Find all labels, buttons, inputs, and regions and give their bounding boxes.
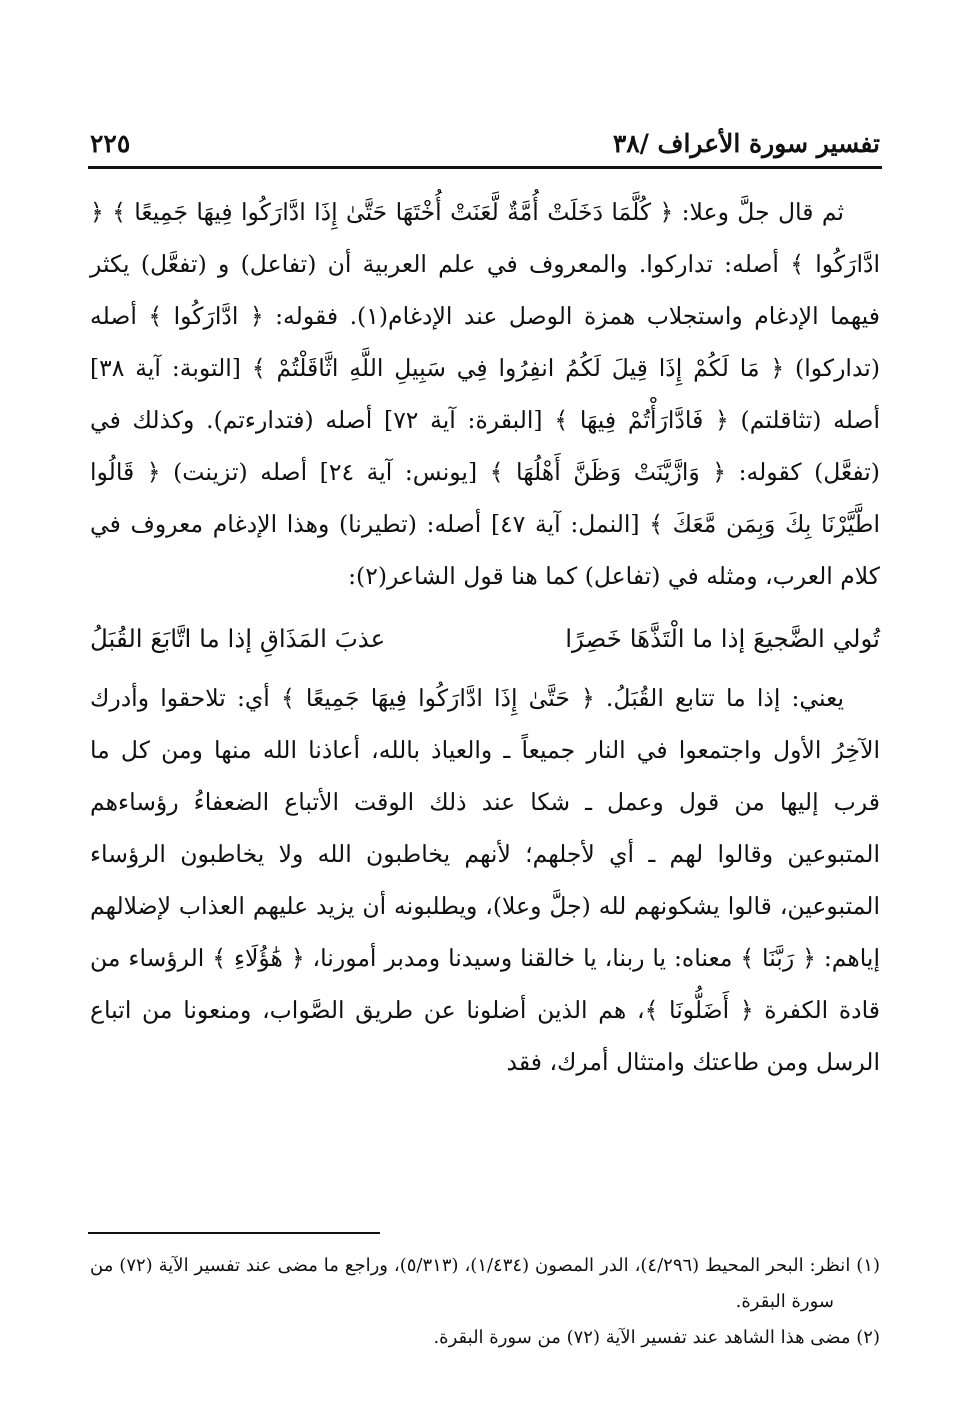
main-text	[90, 186, 880, 1088]
header-rule	[88, 166, 882, 169]
page-number: ٢٢٥	[90, 129, 131, 158]
page-header	[90, 118, 880, 158]
verse-first-hemistich: تُولي الضَّجيعَ إذا ما الْتَذَّهَا خَصِرًا	[565, 624, 880, 653]
running-head: تفسير سورة الأعراف /٣٨	[612, 129, 880, 158]
poetry-verse	[90, 612, 880, 666]
footnotes	[90, 1248, 880, 1356]
footnote-2: (٢) مضى هذا الشاهد عند تفسير الآية (٧٢) من سورة البقرة.	[433, 1327, 880, 1348]
footnote-1: (١) انظر: البحر المحيط (٤/٢٩٦)، الدر المصون (١/٤٣٤)، (٥/٣١٣)، وراجع ما مضى عند تفسير الآية (٧٢) من سورة البقرة.	[90, 1255, 880, 1312]
footnote-separator	[88, 1232, 380, 1234]
verse-second-hemistich: عذبَ المَذَاقِ إذا ما اتَّابَعَ القُبَلُ	[90, 624, 386, 653]
paragraph-intro: ثم قال جلَّ وعلا: ﴿ كُلَّمَا دَخَلَتْ أُمَّةٌ لَّعَنَتْ أُخْتَهَا حَتَّىٰ إِذَا ادَّارَكُوا فِيهَا جَمِيعًا ﴾ ﴿ ادَّارَكُوا ﴾ أصله: تداركوا. والمعروف في علم العربية أن (تفاعل) و (تفعَّل) يكثر فيهما الإدغام واستجلاب همزة الوصل عند الإدغام(١). فقوله: ﴿ ادَّارَكُوا ﴾ أصله (تداركوا) ﴿ مَا لَكُمْ إِذَا قِيلَ لَكُمُ انفِرُوا فِي سَبِيلِ اللَّهِ اثَّاقَلْتُمْ ﴾ [التوبة: آية ٣٨] أصله (تثاقلتم) ﴿ فَادَّارَأْتُمْ فِيهَا ﴾ [البقرة: آية ٧٢] أصله (فتدارءتم). وكذلك في (تفعَّل) كقوله: ﴿ وَازَّيَّنَتْ وَظَنَّ أَهْلُهَا ﴾ [يونس: آية ٢٤] أصله (تزينت) ﴿ قَالُوا اطَّيَّرْنَا بِكَ وَبِمَن مَّعَكَ ﴾ [النمل: آية ٤٧] أصله: (تطيرنا) وهذا الإدغام معروف في كلام العرب، ومثله في (تفاعل) كما هنا قول الشاعر(٢):	[90, 198, 880, 590]
paragraph-commentary: يعني: إذا ما تتابع القُبَلُ. ﴿ حَتَّىٰ إِذَا ادَّارَكُوا فِيهَا جَمِيعًا ﴾ أي: تلاحقوا وأدرك الآخِرُ الأول واجتمعوا في النار جميعاً ـ والعياذ بالله، أعاذنا الله منها ومن كل ما قرب إليها من قول وعمل ـ شكا عند ذلك الوقت الأتباع الضعفاءُ رؤساءهم المتبوعين وقالوا لهم ـ أي لأجلهم؛ لأنهم يخاطبون الله ولا يخاطبون الرؤساء المتبوعين، قالوا يشكونهم لله (جلَّ وعلا)، ويطلبونه أن يزيد عليهم العذاب لإضلالهم إياهم: ﴿ رَبَّنَا ﴾ معناه: يا ربنا، يا خالقنا وسيدنا ومدبر أمورنا، ﴿ هَٰؤُلَاءِ ﴾ الرؤساء من قادة الكفرة ﴿ أَضَلُّونَا ﴾، هم الذين أضلونا عن طريق الصَّواب، ومنعونا من اتباع الرسل ومن طاعتك وامتثال أمرك، فقد	[90, 684, 880, 1076]
